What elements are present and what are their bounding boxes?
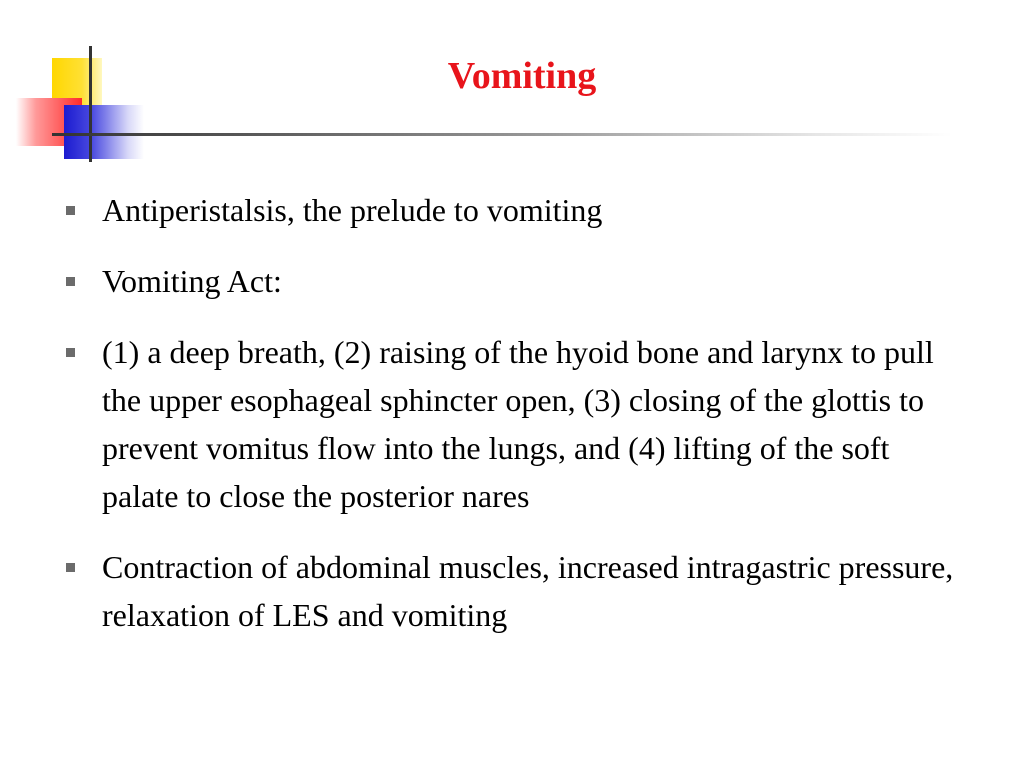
square-bullet-icon [66, 563, 75, 572]
title-underline-rule [52, 133, 952, 136]
square-bullet-icon [66, 277, 75, 286]
bullet-item [66, 186, 966, 234]
bullet-item [66, 328, 966, 520]
bullet-text: Vomiting Act: [102, 263, 282, 299]
square-bullet-icon [66, 348, 75, 357]
bullet-text: Antiperistalsis, the prelude to vomiting [102, 192, 603, 228]
bullet-text: (1) a deep breath, (2) raising of the hyoid bone and larynx to pull the upper esophageal sphincter open, (3) closing of the glottis to prevent vomitus flow into the lungs, and (4) lifting of the soft palate to close the posterior nares [102, 334, 934, 514]
bullet-item [66, 543, 966, 639]
bullet-item [66, 257, 966, 305]
slide-title: Vomiting [447, 55, 597, 97]
bullet-list [66, 186, 966, 662]
blue-square-decoration [64, 105, 144, 159]
square-bullet-icon [66, 206, 75, 215]
bullet-text: Contraction of abdominal muscles, increased intragastric pressure, relaxation of LES and vomiting [102, 549, 954, 633]
